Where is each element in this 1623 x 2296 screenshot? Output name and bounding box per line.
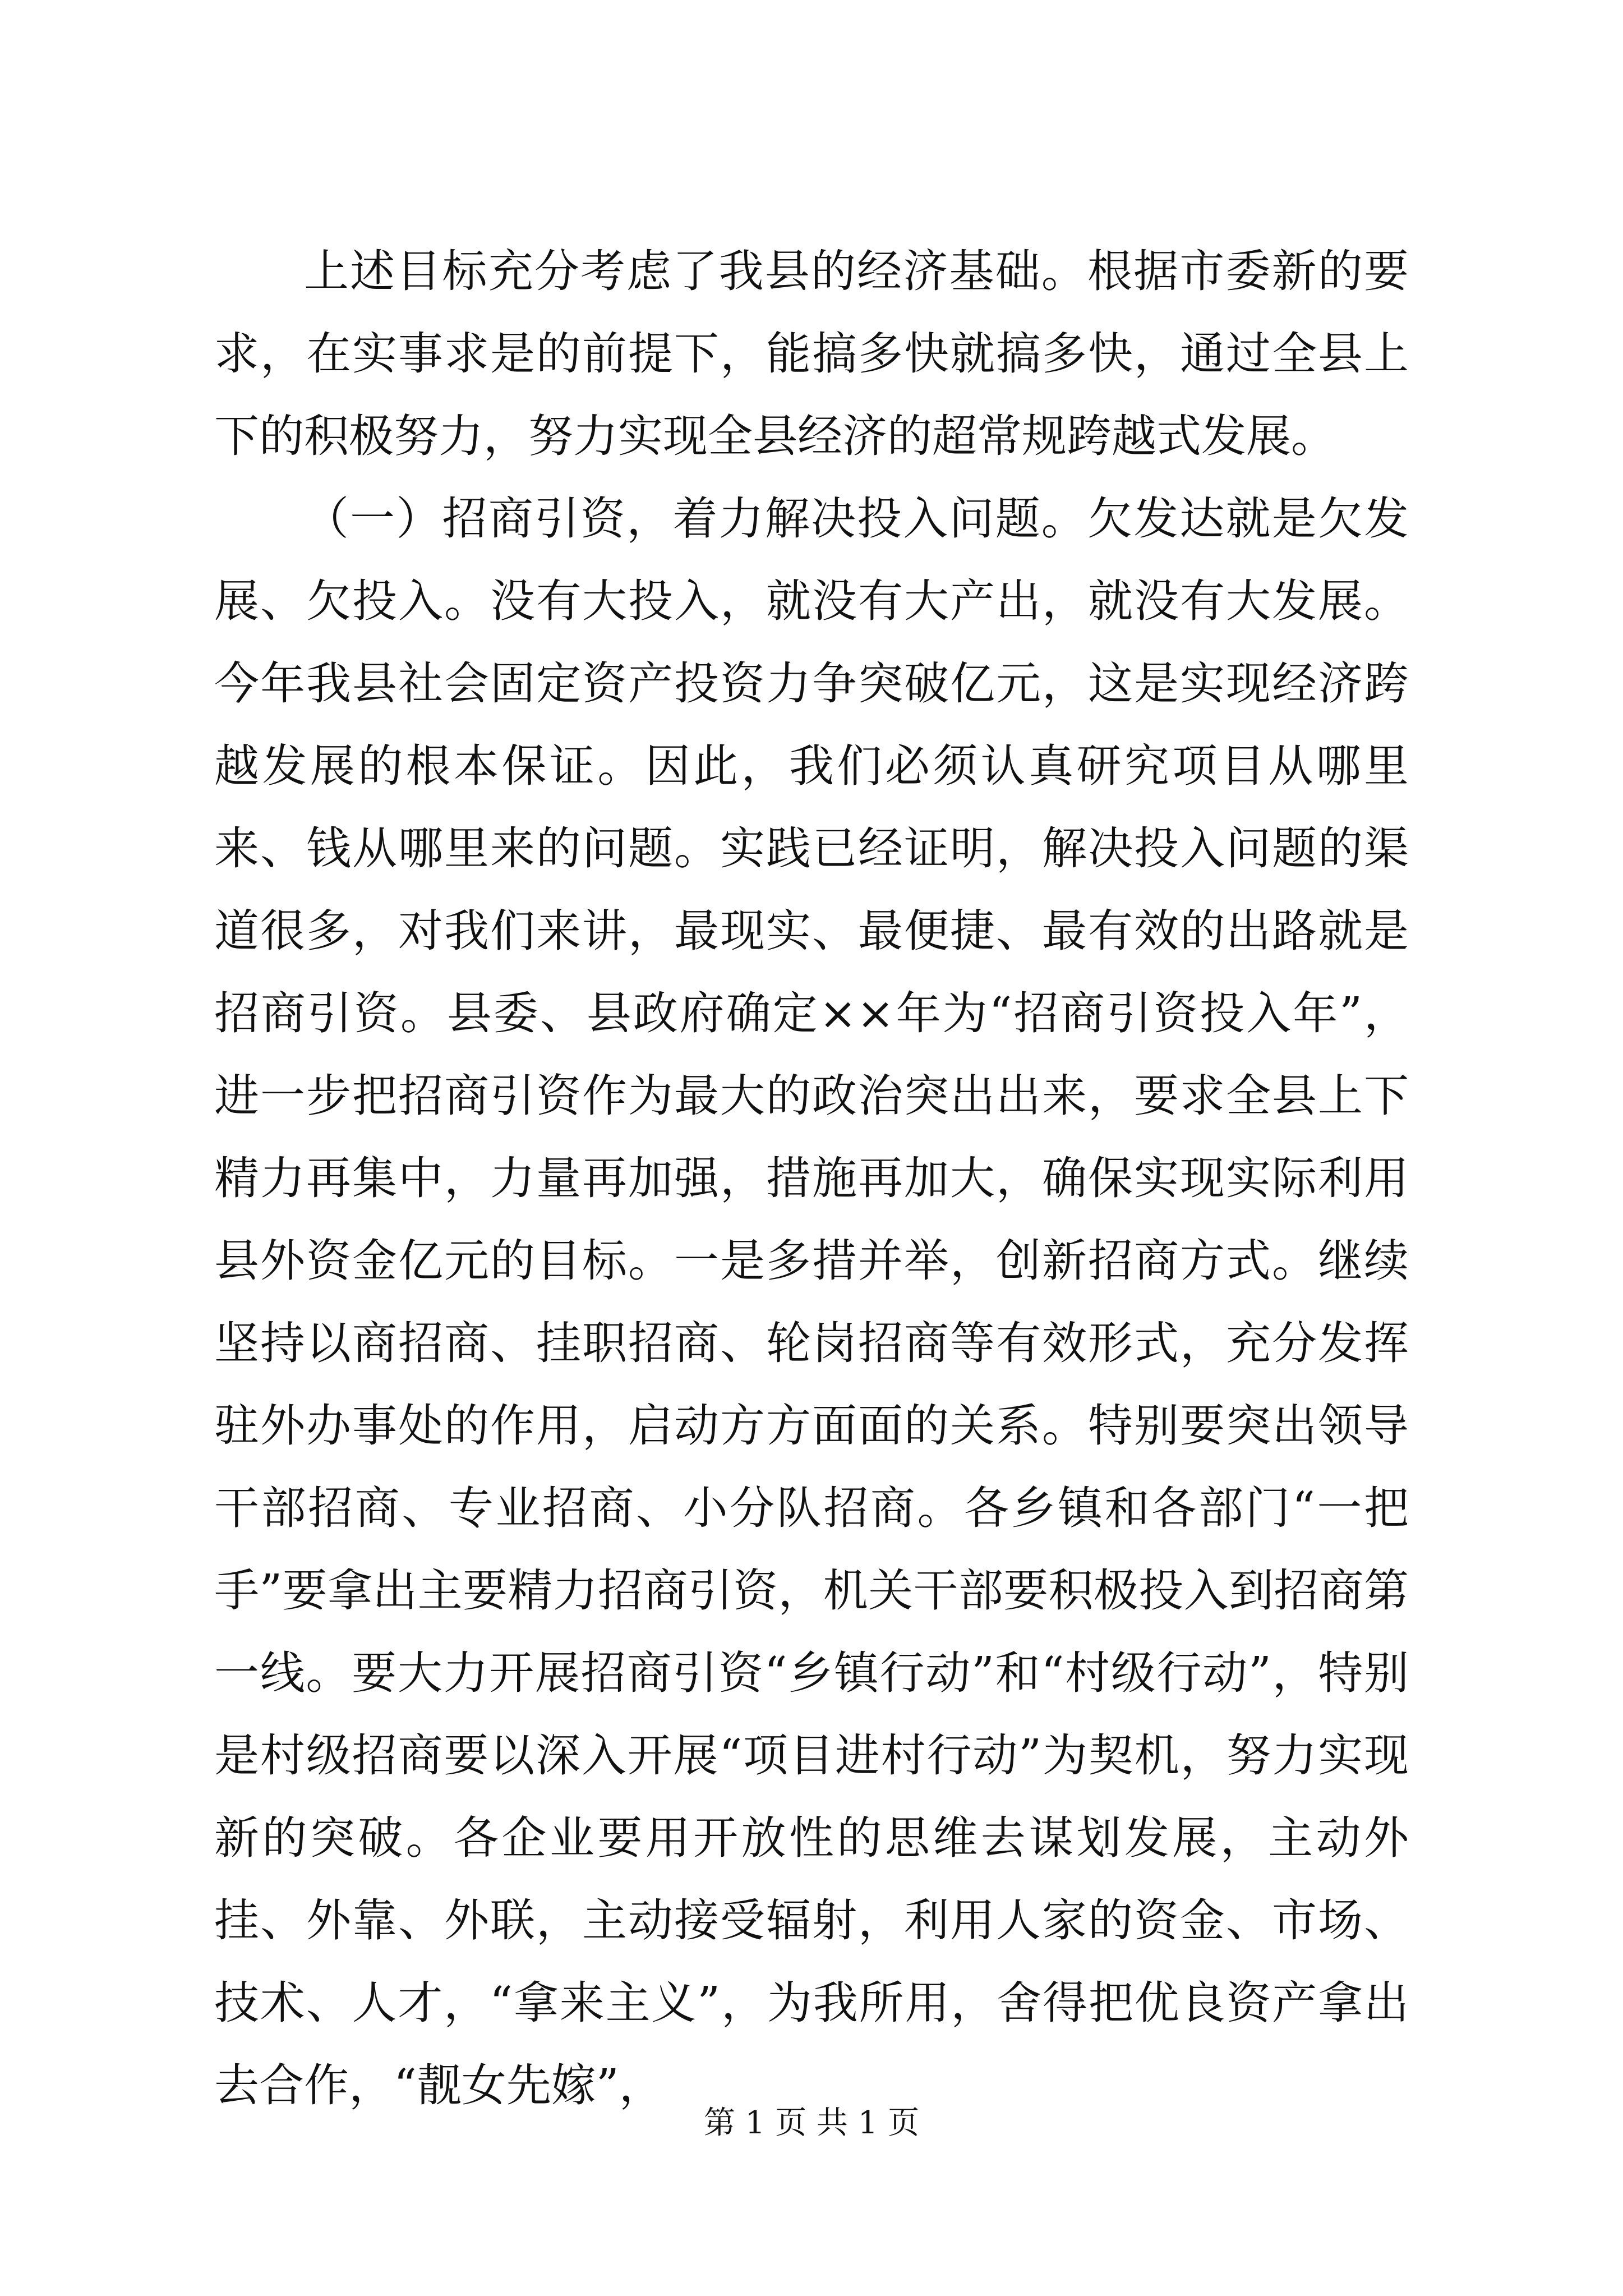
- paragraph-intro: 上述目标充分考虑了我县的经济基础。根据市委新的要求，在实事求是的前提下，能搞多快就搞多快，通过全县上下的积极努力，努力实现全县经济的超常规跨越式发展。: [214, 245, 1409, 462]
- document-body: [214, 230, 1409, 2127]
- page-footer: 第 1 页 共 1 页: [703, 2105, 920, 2141]
- paragraph-investment: （一）招商引资，着力解决投入问题。欠发达就是欠发展、欠投入。没有大投入，就没有大产出，就没有大发展。今年我县社会固定资产投资力争突破亿元，这是实现经济跨越发展的根本保证。因此，我们必须认真研究项目从哪里来、钱从哪里来的问题。实践已经证明，解决投入问题的渠道很多，对我们来讲，最现实、最便捷、最有效的出路就是招商引资。县委、县政府确定××年为“招商引资投入年”，进一步把招商引资作为最大的政治突出出来，要求全县上下精力再集中，力量再加强，措施再加大，确保实现实际利用县外资金亿元的目标。一是多措并举，创新招商方式。继续坚持以商招商、挂职招商、轮岗招商等有效形式，充分发挥驻外办事处的作用，启动方方面面的关系。特别要突出领导干部招商、专业招商、小分队招商。各乡镇和各部门“一把手”要拿出主要精力招商引资，机关干部要积极投入到招商第一线。要大力开展招商引资“乡镇行动”和“村级行动”，特别是村级招商要以深入开展“项目进村行动”为契机，努力实现新的突破。各企业要用开放性的思维去谋划发展，主动外挂、外靠、外联，主动接受辐射，利用人家的资金、市场、技术、人才，“拿来主义”，为我所用，舍得把优良资产拿出去合作，“靓女先嫁”，: [214, 493, 1409, 2111]
